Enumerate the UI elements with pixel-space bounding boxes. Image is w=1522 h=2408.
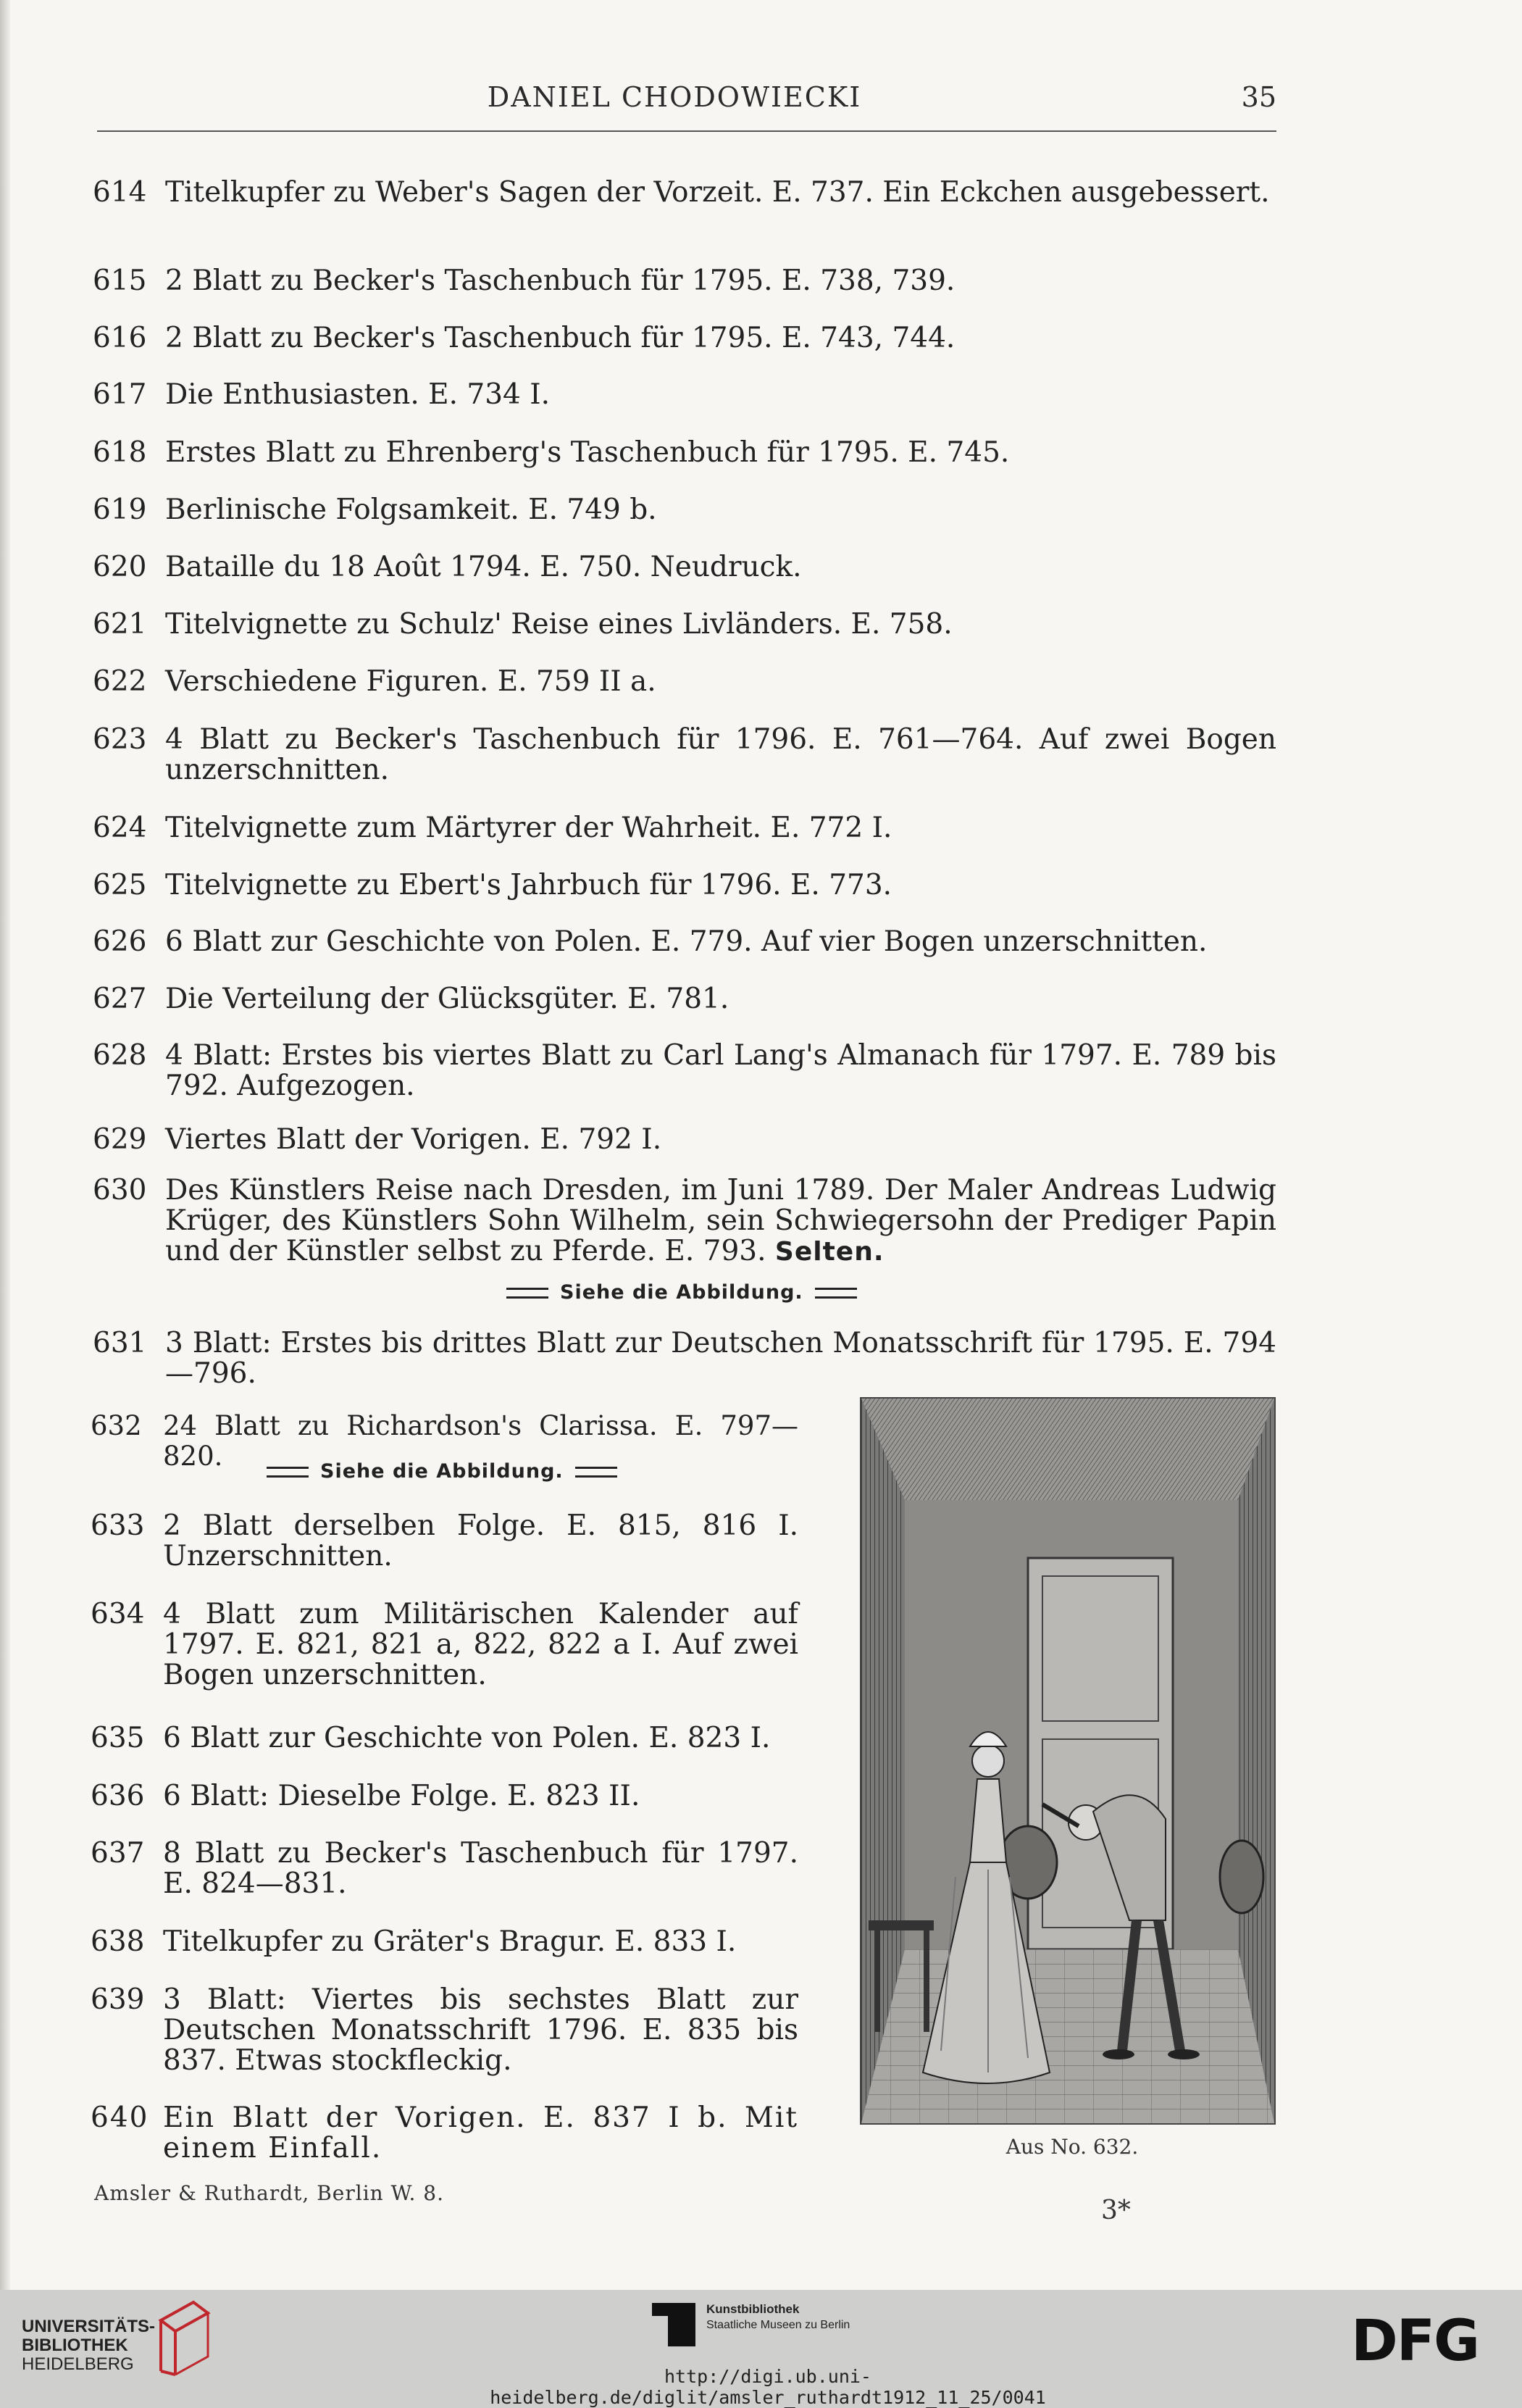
entry-text: Ein Blatt der Vorigen. E. 837 I b. Mit einem Einfall. [163, 2101, 798, 2165]
entry-text: Titelkupfer zu Gräter's Bragur. E. 833 I. [163, 1925, 737, 1958]
catalog-entry [93, 551, 1276, 583]
library-name-line2: BIBLIOTHEK [22, 2336, 128, 2355]
entry-text: 2 Blatt derselben Folge. E. 815, 816 I. Unzerschnitten. [163, 1509, 798, 1572]
library-name-line1: UNIVERSITÄTS- [22, 2317, 156, 2336]
entry-number: 639 [91, 1983, 145, 2016]
entry-number: 633 [91, 1509, 145, 1542]
double-rule [506, 1288, 548, 1299]
entry-number: 616 [93, 322, 147, 354]
entry-number: 618 [93, 436, 147, 469]
catalog-entry [91, 2101, 798, 2165]
entry-number: 617 [93, 378, 147, 411]
kunstbibliothek-logo-icon [652, 2303, 695, 2346]
entry-number: 635 [91, 1722, 145, 1754]
catalog-entry [93, 493, 1276, 526]
library-name-line3: HEIDELBERG [22, 2354, 134, 2374]
entry-number: 636 [91, 1780, 145, 1812]
university-library-logo-icon [154, 2299, 212, 2377]
catalog-entry [93, 436, 1276, 469]
double-rule [267, 1467, 309, 1478]
entry-number: 640 [91, 2101, 149, 2134]
entry-number: 629 [93, 1123, 147, 1156]
entry-number: 614 [93, 176, 147, 209]
entry-text: 4 Blatt: Erstes bis viertes Blatt zu Carl Lang's Almanach für 1797. E. 789 bis 792. Aufgezogen. [165, 1039, 1276, 1102]
page-number: 35 [1241, 81, 1276, 113]
entry-text: 4 Blatt zu Becker's Taschenbuch für 1796. E. 761—764. Auf zwei Bogen unzerschnitten. [165, 723, 1276, 786]
entry-number: 625 [93, 869, 147, 901]
catalog-entry [91, 1925, 798, 1958]
entry-number: 637 [91, 1837, 145, 1870]
catalog-entry [93, 322, 1276, 354]
entry-text: Bataille du 18 Août 1794. E. 750. Neudruck. [165, 551, 802, 583]
running-header-title: DANIEL CHODOWIECKI [487, 81, 862, 113]
catalog-entry [91, 1598, 798, 1691]
entry-text: Berlinische Folgsamkeit. E. 749 b. [165, 493, 657, 526]
catalog-entry [93, 1039, 1276, 1102]
entry-text: Titelkupfer zu Weber's Sagen der Vorzeit. E. 737. Ein Eckchen ausgebessert. [165, 176, 1270, 209]
entry-text: Die Enthusiasten. E. 734 I. [165, 378, 551, 411]
catalog-entry [93, 378, 1276, 411]
catalog-entry [93, 665, 1276, 698]
entry-number: 632 [91, 1410, 142, 1441]
entry-number: 615 [93, 264, 147, 297]
entry-number: 620 [93, 551, 147, 583]
kunstbibliothek-name: Kunstbibliothek [706, 2302, 800, 2316]
illustration-caption: Aus No. 632. [1005, 2135, 1139, 2159]
entry-number: 624 [93, 812, 147, 844]
entry-text: 6 Blatt: Dieselbe Folge. E. 823 II. [163, 1780, 640, 1812]
entry-number: 623 [93, 723, 147, 756]
entry-text: Titelvignette zu Schulz' Reise eines Livländers. E. 758. [165, 608, 953, 641]
entry-text: Viertes Blatt der Vorigen. E. 792 I. [165, 1123, 662, 1156]
publisher-imprint: Amsler & Ruthardt, Berlin W. 8. [94, 2181, 445, 2205]
entry-text: Verschiedene Figuren. E. 759 II a. [165, 665, 656, 698]
catalog-entry [93, 608, 1276, 641]
engraving-illustration [860, 1397, 1276, 2125]
catalog-entry [93, 1123, 1276, 1156]
entry-text: Titelvignette zu Ebert's Jahrbuch für 1796. E. 773. [165, 869, 892, 901]
catalog-entry [93, 983, 1276, 1015]
entry-text: Titelvignette zum Märtyrer der Wahrheit. E. 772 I. [165, 812, 892, 844]
entry-text: 6 Blatt zur Geschichte von Polen. E. 823 I. [163, 1722, 771, 1754]
entry-number: 621 [93, 608, 147, 641]
entry-text: Die Verteilung der Glücksgüter. E. 781. [165, 983, 729, 1015]
entry-text: 2 Blatt zu Becker's Taschenbuch für 1795. E. 738, 739. [165, 264, 956, 297]
catalog-entry [93, 925, 1276, 958]
entry-text: 24 Blatt zu Richardson's Clarissa. E. 797—820. [163, 1410, 798, 1472]
page-edge-shadow [0, 0, 10, 2290]
entry-number: 619 [93, 493, 147, 526]
catalog-entry [91, 1837, 798, 1900]
entry-text: 3 Blatt: Viertes bis sechstes Blatt zur Deutschen Monatsschrift 1796. E. 835 bis 837. Etwas stockfleckig. [163, 1983, 798, 2077]
source-url[interactable]: http://digi.ub.uni-heidelberg.de/diglit/amsler_ruthardt1912_11_25/0041 [490, 2366, 1046, 2408]
catalog-entry [93, 264, 1276, 297]
entry-number: 628 [93, 1039, 147, 1072]
entry-text: 8 Blatt zu Becker's Taschenbuch für 1797. E. 824—831. [163, 1837, 798, 1900]
signature-mark: 3* [1101, 2196, 1131, 2225]
entry-text: 4 Blatt zum Militärischen Kalender auf 1797. E. 821, 821 a, 822, 822 a I. Auf zwei Bogen unzerschnitten. [163, 1598, 798, 1691]
entry-text: Des Künstlers Reise nach Dresden, im Juni 1789. Der Maler Andreas Ludwig Krüger, des Künstlers Sohn Wilhelm, sein Schwiegersohn der Prediger Papin und der Künstler selbst zu Pferde. E. 793. [165, 1174, 1276, 1267]
rarity-note: Selten. [774, 1237, 885, 1267]
catalog-entry [93, 869, 1276, 901]
entry-number: 622 [93, 665, 147, 698]
see-illustration-note: Siehe die Abbildung. [495, 1281, 869, 1304]
catalog-entry [91, 1983, 798, 2077]
entry-text: Erstes Blatt zu Ehrenberg's Taschenbuch für 1795. E. 745. [165, 436, 1010, 469]
header-rule [97, 130, 1276, 132]
entry-number: 634 [91, 1598, 145, 1630]
entry-number: 626 [93, 925, 147, 958]
dfg-logo: DFG [1351, 2309, 1479, 2374]
catalog-entry [93, 723, 1276, 786]
entry-number: 627 [93, 983, 147, 1015]
catalog-entry [91, 1722, 798, 1754]
catalog-entry [93, 1327, 1276, 1390]
catalog-entry [93, 1174, 1276, 1267]
entry-number: 630 [93, 1174, 147, 1207]
entry-text: 2 Blatt zu Becker's Taschenbuch für 1795. E. 743, 744. [165, 322, 956, 354]
see-illustration-note: Siehe die Abbildung. [255, 1460, 629, 1483]
entry-text: 3 Blatt: Erstes bis drittes Blatt zur Deutschen Monatsschrift für 1795. E. 794—796. [165, 1327, 1276, 1390]
catalog-entry [93, 812, 1276, 844]
double-rule [815, 1288, 857, 1299]
entry-number: 638 [91, 1925, 145, 1958]
entry-number: 631 [93, 1327, 147, 1359]
catalog-entry [91, 1509, 798, 1572]
kunstbibliothek-subtitle: Staatliche Museen zu Berlin [706, 2319, 850, 2331]
catalog-entry [93, 176, 1276, 209]
double-rule [575, 1467, 617, 1478]
catalog-entry [91, 1780, 798, 1812]
entry-text: 6 Blatt zur Geschichte von Polen. E. 779. Auf vier Bogen unzerschnitten. [165, 925, 1208, 958]
